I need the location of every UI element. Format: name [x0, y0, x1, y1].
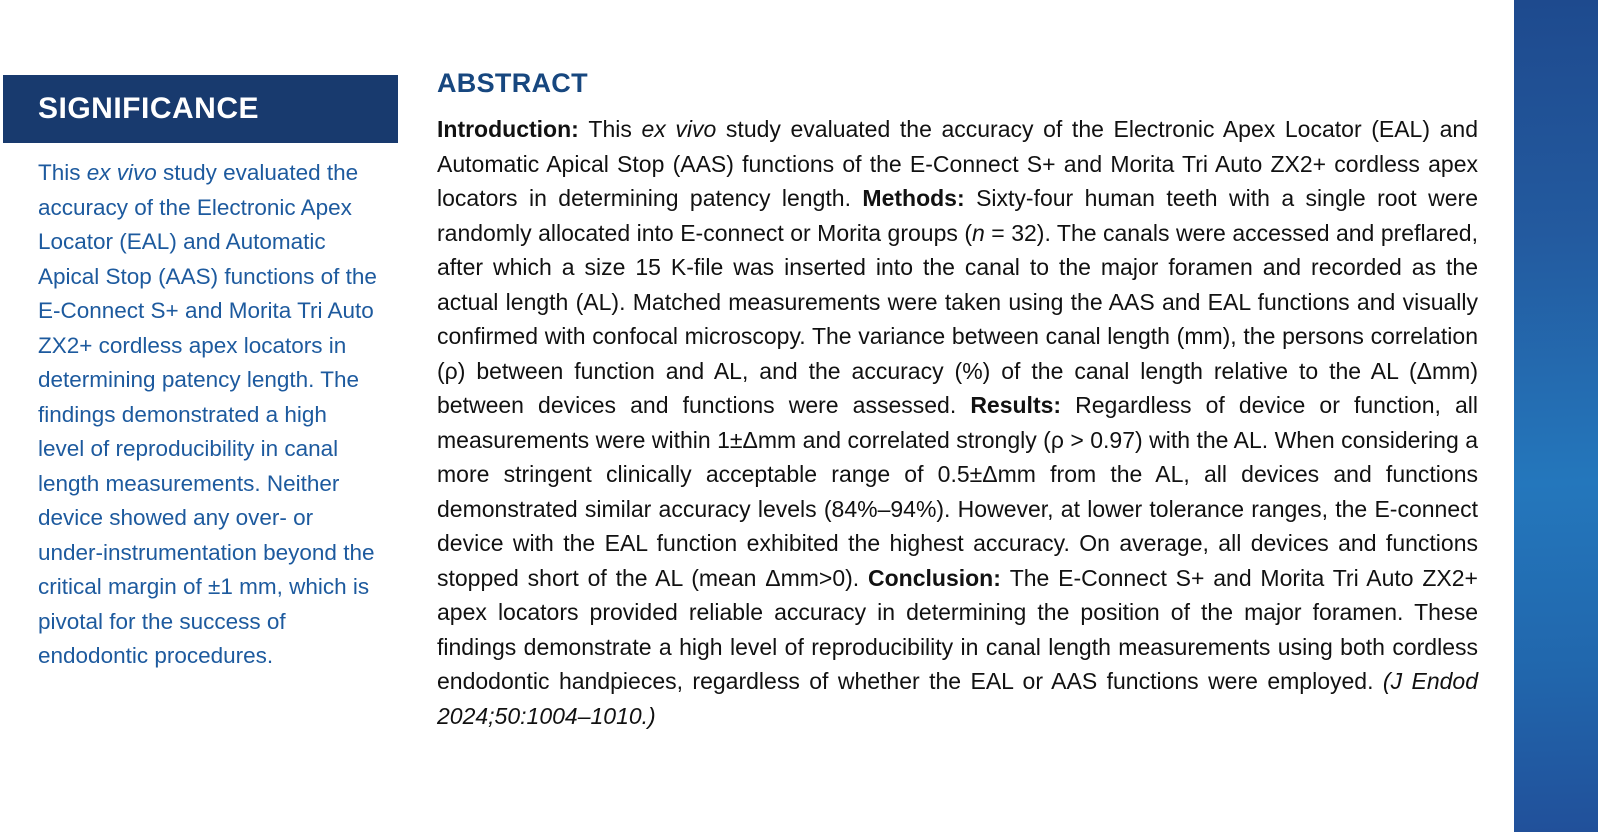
abstract-text: Introduction: This ex vivo study evaluated the accuracy of the Electronic Apex Locator (EAL) and Automatic Apical Stop (AAS) functions of the E-Connect S+ and Morita Tri Auto ZX2+ cordless apex locators in determining patency length. Methods: Sixty-four human teeth with a single root were randomly allocated into E-connect or Morita groups (n = 32). The canals were accessed and preflared, after which a size 15 K-file was inserted into the canal to the major foramen and recorded as the actual length (AL). Matched measurements were taken using the AAS and EAL functions and visually confirmed with confocal microscopy. The variance between canal length (mm), the persons correlation (ρ) between function and AL, and the accuracy (%) of the canal length relative to the AL (Δmm) between devices and functions were assessed. Results: Regardless of device or function, all measurements were within 1±Δmm and correlated strongly (ρ > 0.97) with the AL. When considering a more stringent clinically acceptable range of 0.5±Δmm from the AL, all devices and functions demonstrated similar accuracy levels (84%–94%). However, at lower tolerance ranges, the E-connect device with the EAL function exhibited the highest accuracy. On average, all devices and functions stopped short of the AL (mean Δmm>0). Conclusion: The E-Connect S+ and Morita Tri Auto ZX2+ apex locators provided reliable accuracy in determining the position of the major foramen. These findings demonstrate a high level of reproducibility in canal length measurements using both cordless endodontic handpieces, regardless of whether the EAL or AAS functions were employed. (J Endod 2024;50:1004–1010.) — [437, 116, 1479, 729]
abstract-title: ABSTRACT — [437, 68, 588, 98]
abstract-section — [437, 68, 1478, 733]
decorative-gradient-bar — [1514, 0, 1598, 832]
significance-box-header — [3, 75, 398, 143]
significance-title: SIGNIFICANCE — [38, 92, 260, 125]
significance-text: This ex vivo study evaluated the accuracy of the Electronic Apex Locator (EAL) and Automatic Apical Stop (AAS) functions of the E-Connect S+ and Morita Tri Auto ZX2+ cordless apex locators in determining patency length. The findings demonstrated a high level of reproducibility in canal length measurements. Neither device showed any over- or under-instrumentation beyond the critical margin of ±1 mm, which is pivotal for the success of endodontic procedures. — [38, 160, 377, 668]
